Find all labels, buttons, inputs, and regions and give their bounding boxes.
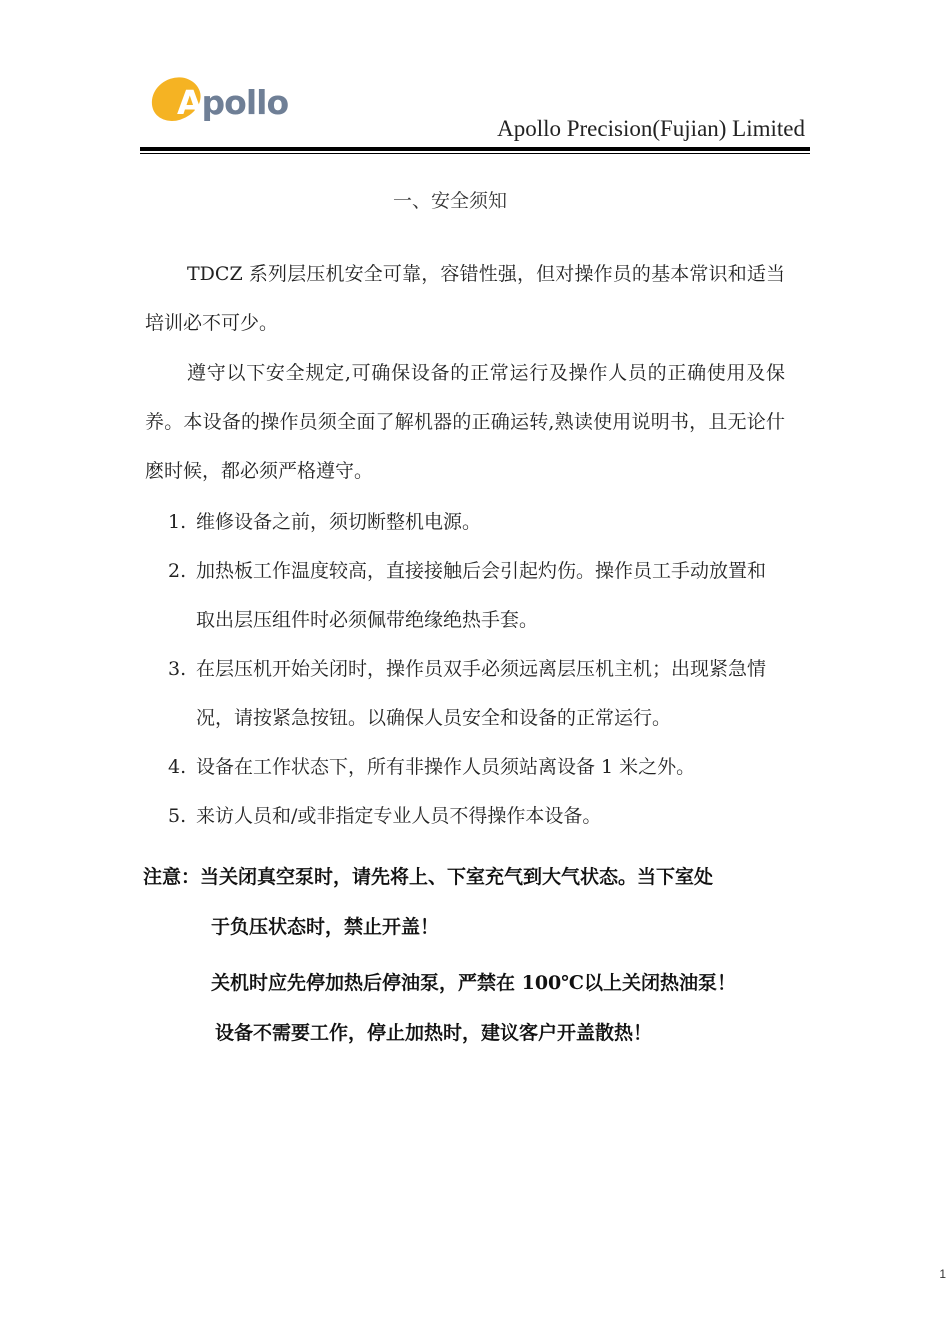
section-title: 一、安全须知 bbox=[392, 190, 507, 212]
list-item: 3. 在层压机开始关闭时，操作员双手必须远离层压机主机；出现紧急情况，请按紧急按钮。以确保人员安全和设备的正常运行。 bbox=[168, 658, 767, 729]
notice-line: 注意：当关闭真空泵时，请先将上、下室充气到大气状态。当下室处 bbox=[143, 866, 714, 888]
notice-line: 关机时应先停加热后停油泵，严禁在 100℃以上关闭热油泵！ bbox=[211, 972, 737, 994]
notice-line: 于负压状态时，禁止开盖！ bbox=[211, 916, 440, 938]
logo-wordmark: Apollo bbox=[177, 83, 289, 122]
page-number: 1 bbox=[939, 1267, 946, 1281]
list-item: 4. 设备在工作状态下，所有非操作人员须站离设备 1 米之外。 bbox=[168, 756, 696, 778]
list-item: 1. 维修设备之前，须切断整机电源。 bbox=[168, 511, 482, 533]
safety-rules-list bbox=[168, 498, 783, 841]
list-item: 2. 加热板工作温度较高，直接接触后会引起灼伤。操作员工手动放置和取出层压组件时必须佩带绝缘绝热手套。 bbox=[168, 560, 767, 631]
header-rule-thick bbox=[140, 147, 810, 151]
header-rule-thin bbox=[140, 153, 810, 154]
compliance-paragraph: 遵守以下安全规定,可确保设备的正常运行及操作人员的正确使用及保养。本设备的操作员须全面了解机器的正确运转,熟读使用说明书，且无论什麽时候，都必须严格遵守。 bbox=[145, 362, 785, 482]
notice-line: 设备不需要工作，停止加热时，建议客户开盖散热！ bbox=[215, 1022, 653, 1044]
notice-block bbox=[143, 852, 793, 1058]
company-name: Apollo Precision(Fujian) Limited bbox=[497, 116, 805, 141]
list-item: 5. 来访人员和/或非指定专业人员不得操作本设备。 bbox=[168, 805, 602, 827]
intro-paragraph: TDCZ 系列层压机安全可靠，容错性强，但对操作员的基本常识和适当培训必不可少。 bbox=[145, 263, 785, 334]
apollo-logo bbox=[145, 70, 295, 136]
